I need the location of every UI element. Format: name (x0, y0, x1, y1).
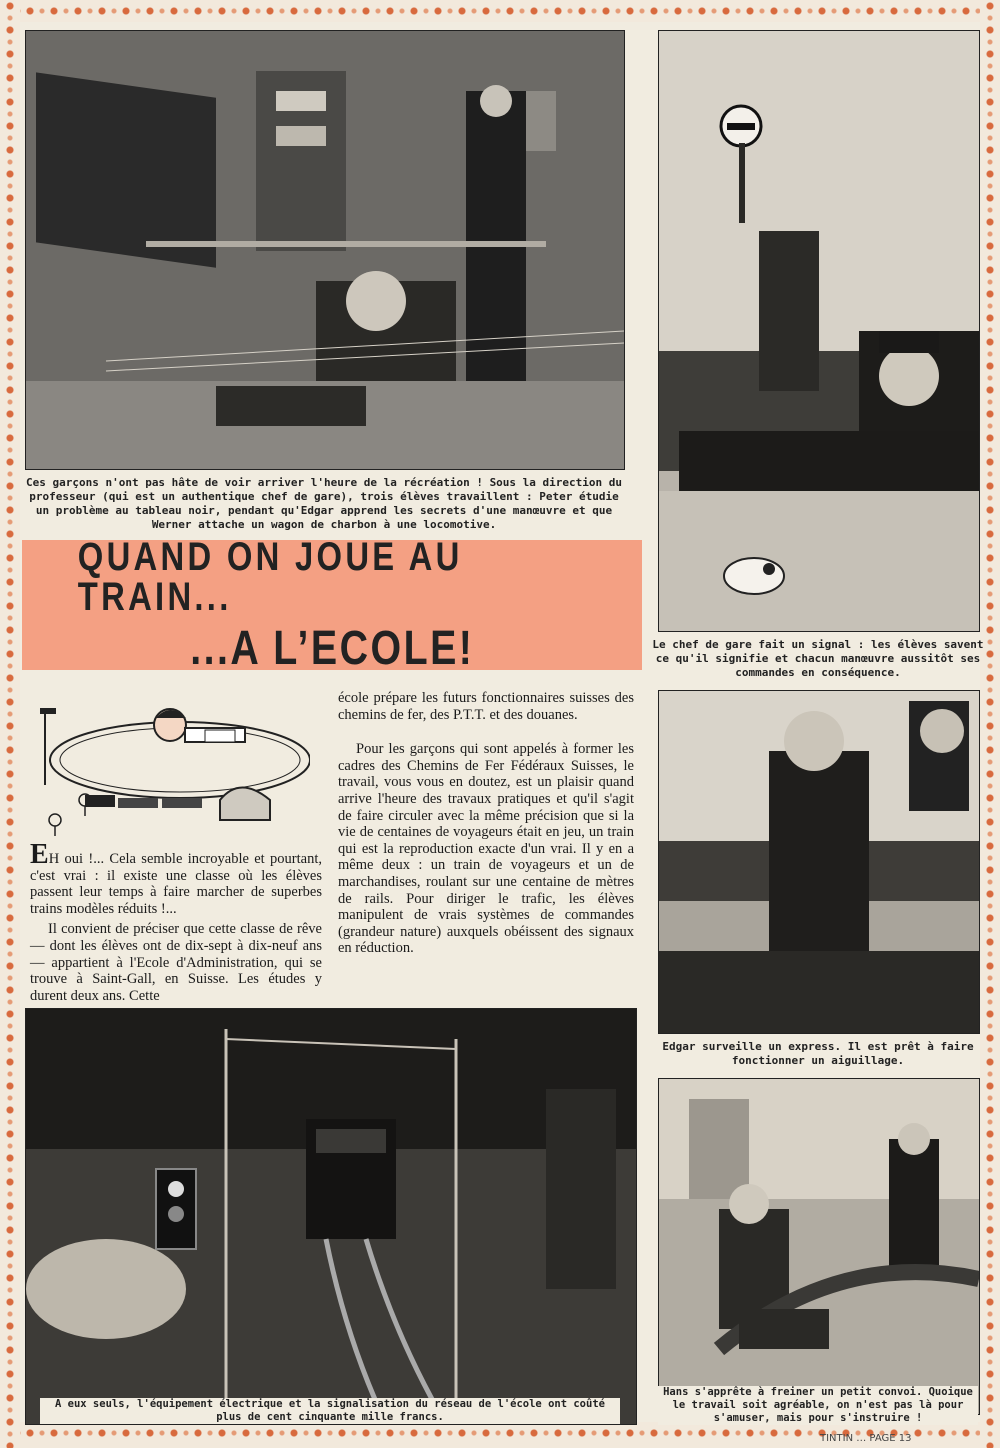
photo-electric-equipment (25, 1008, 637, 1425)
photo-hans-convoy (658, 1078, 980, 1415)
col2-paragraph-1: école prépare les futurs fonctionnaires suisses des chemins de fer, des P.T.T. et des douanes. (338, 690, 634, 723)
left-border (0, 0, 20, 1448)
caption-electric-equipment: A eux seuls, l'équipement électrique et la signalisation du réseau de l'école ont coûté plus de cent cinquante mille francs. (40, 1398, 620, 1424)
col1-paragraph-2: Il convient de préciser que cette classe de rêve — dont les élèves ont de dix-sept à dix-neuf ans — appartient à l'Ecole d'Administration, qui se trouve à Saint-Gall, en Suisse. Les études y durent deux ans. Cette (30, 921, 322, 1004)
col1-paragraph-1: H oui !... Cela semble incroyable et pourtant, c'est vrai : il existe une classe où les élèves passent leur temps à faire marcher de superbes trains modèles réduits !... (30, 851, 322, 917)
article-column-2 (338, 690, 634, 957)
top-border (0, 0, 1000, 22)
col2-paragraph-2: Pour les garçons qui sont appelés à former les cadres des Chemins de Fer Fédéraux Suisses, le travail, vous vous en doutez, est un plaisir quand arrive l'heure des travaux pratiques et qu'il s'agit de faire circuler avec la même précision que si la vie de centaines de voyageurs était en jeu, un train qui est la reproduction exacte d'un vrai. Il y en a même deux : un train de voyageurs et un de marchandises, roulant sur une centaine de mètres de rails. Pour diriger le trafic, les élèves manipulent de vrais systèmes de commandes (grandeur nature) auxquels obéissent des signaux en réduction. (338, 741, 634, 957)
photo-classroom (25, 30, 625, 470)
article-column-1 (30, 839, 322, 1004)
right-border (980, 0, 1000, 1448)
caption-edgar: Edgar surveille un express. Il est prêt à faire fonctionner un aiguillage. (662, 1040, 974, 1067)
title-line-1: QUAND ON JOUE AU TRAIN... (77, 535, 463, 619)
dropcap: E (30, 839, 49, 870)
page-footer: TINTIN … PAGE 13 (820, 1433, 912, 1444)
caption-classroom: Ces garçons n'ont pas hâte de voir arriver l'heure de la récréation ! Sous la direction du professeur (qui est un authentique chef de gare), trois élèves travaillent : Peter étudie un problème au tableau noir, pendant qu'Edgar apprend les secrets d'une manœuvre et que Werner attache un wagon de charbon à une locomotive. (25, 476, 623, 531)
photo-station-master-signal (658, 30, 980, 632)
photo-edgar-express (658, 690, 980, 1034)
caption-station-master: Le chef de gare fait un signal : les élèves savent ce qu'il signifie et chacun manœuvre aussitôt ses commandes en conséquence. (652, 638, 984, 679)
caption-hans: Hans s'apprête à freiner un petit convoi. Quoique le travail soit agréable, on n'est pas là pour s'amuser, mais pour s'instruire ! (658, 1386, 978, 1425)
title-line-2: ...A L’ECOLE! (189, 622, 475, 675)
title-banner (22, 535, 642, 675)
cartoon-boy-toy-train (30, 690, 310, 840)
